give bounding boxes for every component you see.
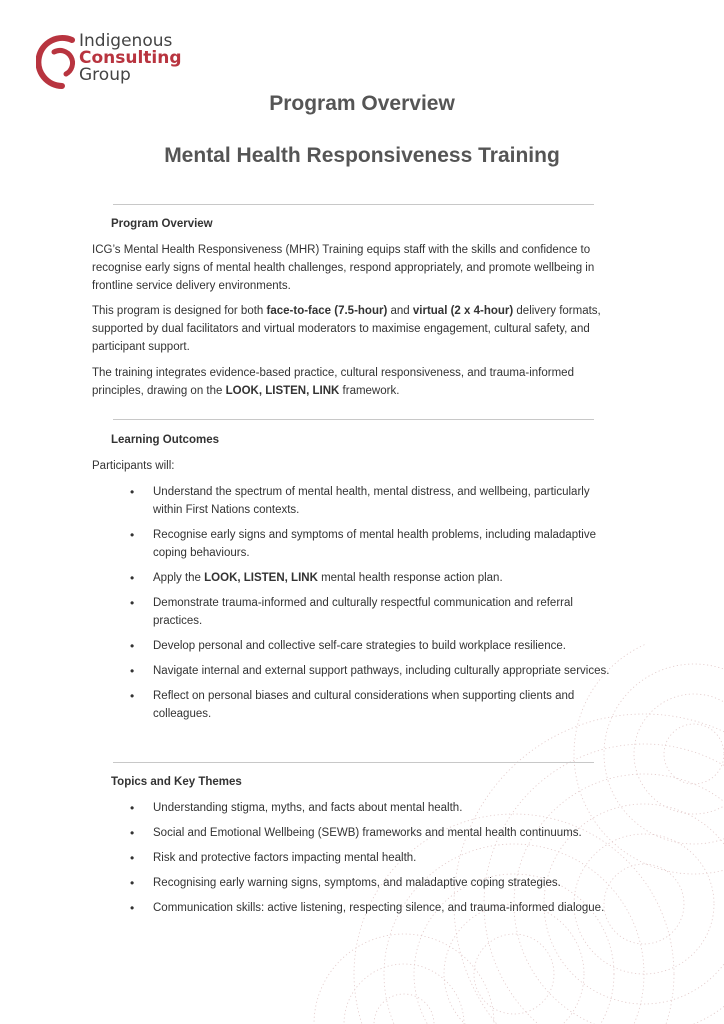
outcomes-list <box>130 483 610 730</box>
list-item: • Reflect on personal biases and cultural considerations when supporting clients and colleagues. <box>130 687 610 723</box>
list-item: • Demonstrate trauma-informed and culturally respectful communication and referral practices. <box>130 594 610 630</box>
topics-list <box>130 799 610 924</box>
list-item: • Understanding stigma, myths, and facts about mental health. <box>130 799 610 817</box>
list-item: • Navigate internal and external support pathways, including culturally appropriate services. <box>130 662 610 680</box>
list-item: • Apply the LOOK, LISTEN, LINK mental health response action plan. <box>130 569 610 587</box>
logo-line-3: Group <box>79 65 131 85</box>
overview-paragraph-3: The training integrates evidence-based practice, cultural responsiveness, and trauma-informed principles, drawing on the LOOK, LISTEN, LINK framework. <box>92 367 574 397</box>
logo-line-1: Indigenous <box>79 31 173 51</box>
outcomes-intro: Participants will: <box>92 460 175 472</box>
list-item: • Risk and protective factors impacting mental health. <box>130 849 610 867</box>
divider <box>113 419 594 420</box>
outcomes-heading: Learning Outcomes <box>111 434 219 446</box>
list-item: • Communication skills: active listening, respecting silence, and trauma-informed dialogue. <box>130 899 610 917</box>
page-subtitle: Mental Health Responsiveness Training <box>164 144 560 167</box>
logo-line-2: Consulting <box>79 48 182 68</box>
overview-paragraph-2: This program is designed for both face-to-face (7.5-hour) and virtual (2 x 4-hour) delivery formats, supported by dual facilitators and virtual moderators to maximise engagement, cultural safety, and participant support. <box>92 305 601 353</box>
divider <box>113 204 594 205</box>
list-item: • Recognising early warning signs, symptoms, and maladaptive coping strategies. <box>130 874 610 892</box>
logo-wordmark <box>79 33 182 84</box>
overview-paragraph-1: ICG’s Mental Health Responsiveness (MHR) Training equips staff with the skills and confidence to recognise early signs of mental health challenges, respond appropriately, and promote wellbeing in frontline service delivery environments. <box>92 244 595 292</box>
topics-heading: Topics and Key Themes <box>111 776 242 788</box>
list-item: • Understand the spectrum of mental health, mental distress, and wellbeing, particularly within First Nations contexts. <box>130 483 610 519</box>
list-item: • Social and Emotional Wellbeing (SEWB) frameworks and mental health continuums. <box>130 824 610 842</box>
divider <box>113 762 594 763</box>
list-item: • Develop personal and collective self-care strategies to build workplace resilience. <box>130 637 610 655</box>
overview-heading: Program Overview <box>111 218 213 230</box>
list-item: • Recognise early signs and symptoms of mental health problems, including maladaptive coping behaviours. <box>130 526 610 562</box>
page-title: Program Overview <box>269 92 455 115</box>
